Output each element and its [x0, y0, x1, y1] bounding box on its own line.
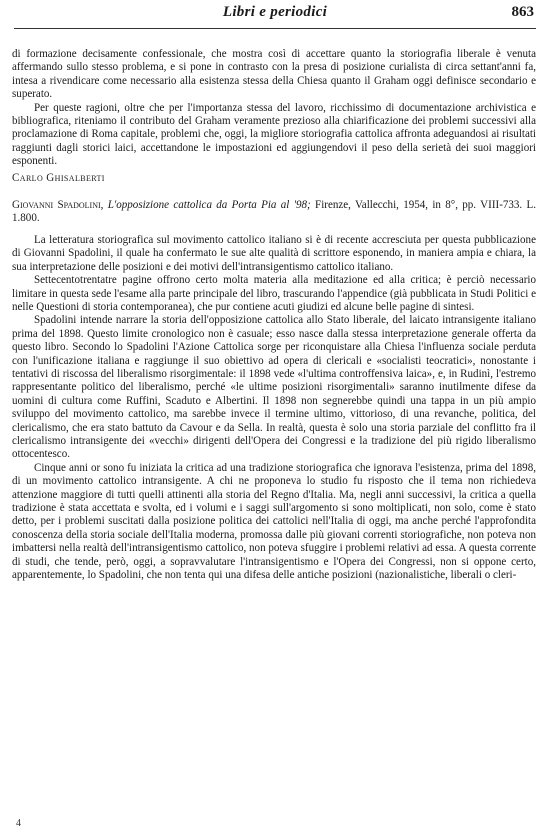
- review-paragraph: Spadolini intende narrare la storia dell'opposizione cattolica allo Stato liberale, del laicato intransigente italiano prima del 1898. Questo limite cronologico non è casuale; esso nasce dalla stessa interpretazione generale offerta da questo libro. Secondo lo Spadolini l'Azione Cattolica sorge per riconquistare alla Chiesa l'influenza sociale perduta con l'unificazione italiana e raggiunge il suo obiettivo ad opera di clericali e «socialisti teocratici», nonostante i tentativi di riscossa del liberalismo risorgimentale: il 1898 vede «l'ultima controffensiva laica», e, in Rudinì, l'estremo rappresentante politico del liberalismo, perché «le ultime posizioni risorgimentali» saranno inutilmente difese da uomini di cultura come Ruffini, Scaduto e Albertini. Il 1898 non segnerebbe quindi una tappa in un più ampio sviluppo del movimento cattolico, ma sarebbe invece il termine ultimo, vittorioso, di una revanche, politica, del clericalismo, che era stato battuto da Cavour e da Sella. In realtà, questa è solo una storia parziale del conflitto fra il clericalismo intransigente dei «vecchi» dirigenti dell'Opera dei Congressi e la tradizione del più rigido liberalismo ottocentesco.: [12, 314, 536, 461]
- continuation-paragraph: di formazione decisamente confessionale, che mostra così di accettare quanto la storiografia liberale è venuta affermando sullo stesso problema, e si pone in contrasto con la presa di posizione curialista di circa settant'anni fa, intesa a rivendicare come necessario alla esistenza stessa della Chiesa quanto il Graham oggi definisce secondario e superato.: [12, 48, 536, 101]
- footer-mark: 4: [16, 818, 21, 829]
- review-paragraph: Settecentotrentatre pagine offrono certo molta materia alla meditazione ed alla critica; è perciò necessario limitare in questa sede l'esame alla parte principale del libro, trascurando l'appendice (già pubblicata in Studi Politici e nelle Questioni di storia contemporanea), che pur contiene acuti giudizi ed alcune belle pagine di sintesi.: [12, 274, 536, 313]
- header-rule: [14, 28, 536, 29]
- book-title: L'opposizione cattolica da Porta Pia al '98;: [107, 199, 311, 212]
- running-header: [0, 0, 550, 30]
- book-author: Giovanni Spadolini,: [12, 199, 104, 212]
- page-number: 863: [511, 4, 534, 20]
- running-title: Libri e periodici: [222, 4, 328, 20]
- book-publication: Firenze, Vallecchi, 1954, in 8°, pp. VIII-733. L. 1.800.: [12, 199, 537, 225]
- review-paragraph: Cinque anni or sono fu iniziata la critica ad una tradizione storiografica che ignorava l'esistenza, prima del 1898, di un movimento cattolico intransigente. A chi ne proponeva lo studio fu risposto che il tema non richiedeva attenzione maggiore di tutti quelli attinenti alla storia del Regno d'Italia. Ma, negli anni successivi, la critica a quella tradizione è stata accettata e svolta, ed i volumi e i saggi sull'argomento si sono moltiplicati, non solo, come è stato detto, per i problemi suscitati dalla posizione politica dei cattolici nell'Italia di oggi, ma anche perché l'approfondita conoscenza della storia sociale dell'Italia moderna, promossa dalle più giovani correnti storiografiche, non poteva non imbattersi nella realtà dell'intransigentismo cattolico, non poteva sfuggire i problemi relativi ad essa. A questa corrente di studi, che tende, però, oggi, a sopravvalutare l'intransigentismo e l'Opera dei Congressi, non si oppone certo, apparentemente, lo Spadolini, che non tenta qui una difesa delle antiche posizioni (nazionalistiche, liberali o cleri-: [12, 461, 536, 582]
- review-paragraph: La letteratura storiografica sul movimento cattolico italiano si è di recente accresciuta per questa pubblicazione di Giovanni Spadolini, il quale ha confermato le sue alte qualità di scrittore esponendo, in maniera ampia e chiara, la sua interpretazione delle posizioni e dei motivi dell'intransigentismo cattolico italiano.: [12, 233, 536, 273]
- reviewer-signature: Carlo Ghisalberti: [12, 171, 105, 184]
- continuation-paragraph: Per queste ragioni, oltre che per l'importanza stessa del lavoro, ricchissimo di documentazione archivistica e bibliografica, riteniamo il contributo del Graham veramente prezioso alla chiarificazione dei problemi successivi alla proclamazione di Roma capitale, problemi che, oggi, la migliore storiografia cattolica affronta adeguandosi ai risultati raggiunti dagli storici laici, accettandone le impostazioni ed aggiungendovi il peso della serietà dei suoi maggiori esponenti.: [12, 101, 536, 168]
- page-body: [12, 48, 536, 582]
- review-heading: [12, 199, 536, 226]
